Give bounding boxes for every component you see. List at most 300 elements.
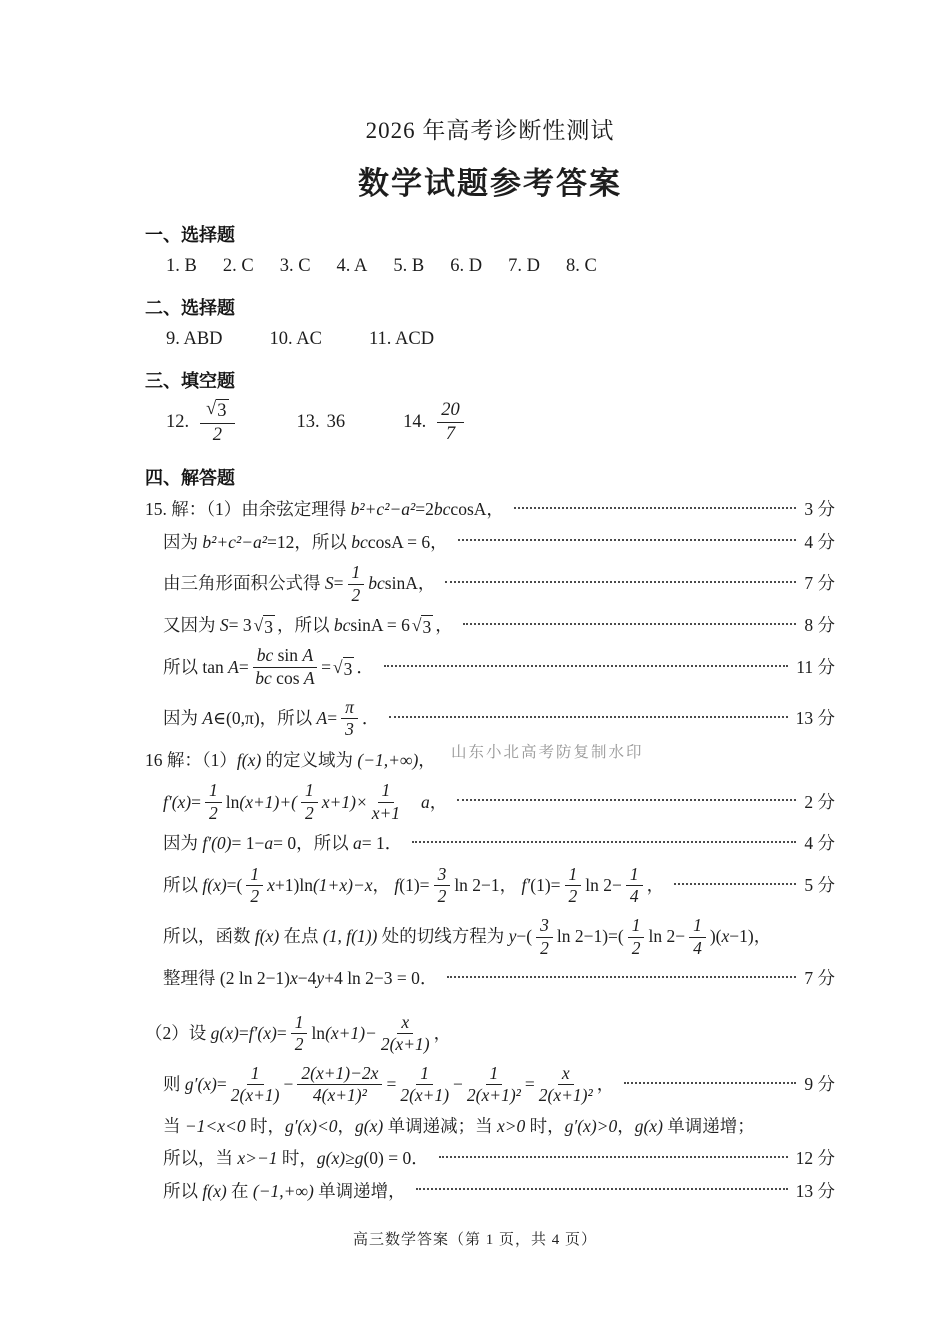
dotted-leader bbox=[458, 537, 797, 541]
solution-line bbox=[145, 915, 835, 959]
fraction bbox=[301, 781, 318, 823]
math-run: g′(x)>0 bbox=[564, 1115, 618, 1136]
math-run: 2 bbox=[437, 886, 447, 907]
text-run: ，所以 bbox=[296, 833, 353, 854]
fraction bbox=[467, 1064, 521, 1106]
fraction-denominator bbox=[305, 803, 314, 824]
fraction-denominator bbox=[381, 1034, 430, 1055]
sqrt-expression bbox=[412, 615, 433, 637]
math-run: (−1,+∞) bbox=[252, 1180, 314, 1201]
math-run: ln bbox=[311, 1022, 326, 1043]
solution-line bbox=[145, 780, 835, 824]
math-run: 2 bbox=[631, 937, 641, 958]
text-run: ， bbox=[486, 499, 504, 520]
dotted-leader bbox=[514, 505, 796, 509]
math-run: 2 bbox=[305, 802, 314, 823]
sqrt-expression bbox=[206, 399, 228, 422]
math-run: +4 ln 2−3 = 0 bbox=[324, 968, 420, 989]
dotted-leader bbox=[457, 797, 796, 801]
math-run: 2 bbox=[540, 937, 549, 958]
math-run: sinA bbox=[384, 573, 418, 594]
text-run: ， bbox=[499, 875, 522, 896]
math-run: x bbox=[290, 968, 298, 989]
radicand: 3 bbox=[343, 658, 353, 679]
math-run: x bbox=[267, 875, 275, 896]
text-run: ， bbox=[430, 531, 448, 552]
math-run: = 1− bbox=[231, 833, 265, 854]
math-run: = bbox=[216, 1074, 227, 1095]
radicand: 3 bbox=[264, 616, 273, 637]
answer-item: 4. A bbox=[336, 256, 368, 277]
score-label: 7 分 bbox=[804, 968, 835, 989]
text-run: 所以，当 bbox=[163, 1148, 238, 1169]
math-run: = bbox=[238, 656, 249, 677]
math-run: 1 bbox=[420, 1062, 430, 1083]
math-run: = bbox=[333, 573, 344, 594]
score-label: 8 分 bbox=[804, 615, 835, 636]
math-run: tan bbox=[202, 656, 229, 677]
fraction bbox=[231, 1064, 280, 1106]
math-run: 4 bbox=[629, 886, 639, 907]
text-run: ， bbox=[418, 749, 436, 770]
text-run: 所以 bbox=[163, 1180, 203, 1201]
choice-answers-row-1 bbox=[145, 256, 835, 277]
score-label: 13 分 bbox=[795, 708, 835, 729]
math-run: x bbox=[721, 926, 730, 947]
math-run: 1 bbox=[250, 863, 260, 884]
text-run: 由三角形面积公式得 bbox=[163, 573, 325, 594]
fraction-denominator bbox=[372, 803, 400, 824]
math-run: 1 bbox=[209, 780, 218, 801]
fraction-numerator bbox=[205, 781, 222, 803]
math-run: A bbox=[303, 668, 315, 689]
math-run: (1)= bbox=[399, 875, 430, 896]
fraction bbox=[434, 865, 451, 907]
math-run: (−1,+∞) bbox=[357, 749, 419, 770]
text-run: 所以 bbox=[163, 875, 203, 896]
solution-line bbox=[145, 645, 835, 689]
math-run: ln 2−1)=( bbox=[556, 926, 624, 947]
score-label: 4 分 bbox=[804, 833, 835, 854]
math-run: x+1)× bbox=[321, 791, 368, 812]
score-label: 13 分 bbox=[795, 1180, 835, 1201]
math-run: =12 bbox=[267, 531, 295, 552]
math-run: ln 2− bbox=[585, 875, 622, 896]
math-run: (1+x)−x bbox=[312, 875, 373, 896]
solution-line bbox=[145, 1012, 835, 1056]
text-run: 因为 bbox=[163, 708, 203, 729]
fraction-numerator bbox=[416, 1064, 433, 1086]
text-run: 当 bbox=[163, 1115, 185, 1136]
fill-blank-answers-row bbox=[145, 398, 835, 447]
text-run: 单调递减；当 bbox=[383, 1115, 497, 1136]
fraction bbox=[253, 646, 317, 688]
text-run: 则 bbox=[163, 1074, 185, 1095]
math-run: = bbox=[524, 1074, 535, 1095]
math-run: b²+c²−a² bbox=[350, 499, 416, 520]
math-run: x bbox=[561, 1062, 570, 1083]
math-run: cos bbox=[271, 668, 304, 689]
math-run: 2 bbox=[250, 886, 260, 907]
math-run: g bbox=[354, 1148, 364, 1169]
fraction-numerator bbox=[486, 1064, 503, 1086]
math-run: 20 bbox=[441, 400, 460, 421]
text-run: ， bbox=[617, 1115, 635, 1136]
fraction-denominator bbox=[569, 886, 578, 907]
math-run: 1 bbox=[631, 914, 641, 935]
score-label: 9 分 bbox=[804, 1074, 835, 1095]
text-run: ，所以 bbox=[294, 531, 352, 552]
fraction-numerator bbox=[626, 865, 643, 887]
math-run: S bbox=[219, 615, 229, 636]
math-run: y bbox=[316, 968, 325, 989]
radical-sign: √ bbox=[411, 614, 422, 635]
fraction bbox=[400, 1064, 449, 1106]
text-run: ，所以 bbox=[276, 615, 334, 636]
score-label: 3 分 bbox=[804, 499, 835, 520]
solution-line bbox=[145, 831, 835, 856]
page-title: 2026 年高考诊断性测试 bbox=[365, 118, 615, 143]
math-run: bc bbox=[433, 499, 451, 520]
fraction bbox=[539, 1064, 593, 1106]
math-run: 2 bbox=[209, 802, 218, 823]
score-label: 12 分 bbox=[795, 1148, 835, 1169]
math-run: (0) = 0 bbox=[363, 1148, 412, 1169]
dotted-leader bbox=[447, 974, 796, 978]
text-run: ，所以 bbox=[259, 708, 317, 729]
page-subtitle: 数学试题参考答案 bbox=[358, 165, 622, 201]
math-run: = bbox=[238, 1022, 249, 1043]
blank-answer-item bbox=[403, 399, 468, 445]
fraction-denominator bbox=[467, 1085, 521, 1106]
math-run: A bbox=[302, 645, 314, 666]
math-run: A bbox=[228, 656, 239, 677]
anti-copy-watermark: 山东小北高考防复制水印 bbox=[451, 744, 644, 761]
math-run: 2 bbox=[212, 425, 222, 446]
math-run: f′(0) bbox=[202, 833, 232, 854]
text-run: ， bbox=[417, 573, 436, 594]
text-run: 整理得 bbox=[163, 968, 220, 989]
dotted-leader bbox=[384, 663, 788, 667]
fraction-numerator bbox=[301, 781, 318, 803]
fraction bbox=[372, 781, 400, 823]
math-run: = bbox=[191, 791, 201, 812]
fraction-denominator bbox=[345, 719, 354, 740]
math-run: −1) bbox=[729, 926, 754, 947]
fraction bbox=[341, 698, 358, 740]
fraction-numerator bbox=[246, 865, 263, 887]
text-run: ， bbox=[372, 875, 395, 896]
text-run: 16 解：（1） bbox=[145, 749, 237, 770]
dotted-leader bbox=[439, 1154, 788, 1158]
math-run: −1<x<0 bbox=[184, 1115, 246, 1136]
math-run: bc bbox=[255, 668, 272, 689]
section-heading-solutions: 四、解答题 bbox=[145, 468, 235, 489]
fraction-numerator bbox=[689, 916, 706, 938]
math-run: 2 bbox=[351, 584, 361, 605]
math-run: (1)= bbox=[530, 875, 561, 896]
fraction bbox=[246, 865, 263, 907]
text-run: ． bbox=[419, 968, 438, 989]
math-run: x+1 bbox=[371, 802, 401, 823]
fraction-denominator bbox=[632, 938, 641, 959]
text-run: ， bbox=[433, 1022, 452, 1043]
math-run: 1 bbox=[381, 780, 391, 801]
math-run: f(x) bbox=[202, 875, 227, 896]
math-run: 1 bbox=[568, 863, 578, 884]
math-run: a bbox=[421, 791, 430, 812]
text-run: ， bbox=[753, 926, 772, 947]
page-footer: 高三数学答案（第 1 页，共 4 页） bbox=[352, 1232, 597, 1248]
math-run: 3 bbox=[345, 719, 354, 740]
sqrt-expression bbox=[254, 615, 275, 637]
score-label: 7 分 bbox=[804, 573, 835, 594]
text-run: ． bbox=[356, 656, 374, 677]
fraction bbox=[536, 916, 553, 958]
radical-sign: √ bbox=[253, 614, 264, 635]
math-run: g(x) bbox=[355, 1115, 384, 1136]
dotted-leader bbox=[416, 1186, 788, 1190]
math-run: g(x) bbox=[316, 1148, 346, 1169]
text-run: 时， bbox=[525, 1115, 565, 1136]
text-run: ， bbox=[646, 875, 665, 896]
math-run: 3 bbox=[437, 863, 447, 884]
blank-answer-label: 14. bbox=[403, 412, 427, 433]
fraction-numerator bbox=[628, 916, 645, 938]
solution-line bbox=[145, 562, 835, 606]
answer-item: 3. C bbox=[279, 256, 311, 277]
math-run: ≥ bbox=[345, 1148, 355, 1169]
solution-line bbox=[145, 1179, 835, 1204]
dotted-leader bbox=[445, 579, 796, 583]
math-run: 36 bbox=[326, 412, 346, 433]
math-run: 2(x+1)² bbox=[466, 1085, 521, 1106]
math-run: 1 bbox=[305, 780, 314, 801]
text-run: 单调递增； bbox=[662, 1115, 755, 1136]
math-run: ln 2− bbox=[648, 926, 686, 947]
math-run: 4 bbox=[693, 937, 702, 958]
page-content bbox=[145, 116, 835, 1204]
fraction-denominator bbox=[539, 1085, 593, 1106]
text-run: ， bbox=[429, 791, 448, 812]
answer-item: 7. D bbox=[508, 256, 540, 277]
fraction bbox=[565, 865, 582, 907]
text-run: ． bbox=[411, 1148, 429, 1169]
fraction bbox=[437, 400, 464, 444]
text-run: 15. 解：（1）由余弦定理得 bbox=[145, 499, 351, 520]
math-run: − bbox=[453, 1074, 463, 1095]
math-run: (1, f(1)) bbox=[322, 926, 378, 947]
radical-sign: √ bbox=[333, 656, 343, 677]
math-run: S bbox=[324, 573, 334, 594]
math-run: 2(x+1) bbox=[400, 1085, 450, 1106]
math-run: f′(x) bbox=[163, 791, 192, 812]
fraction-numerator bbox=[437, 400, 464, 423]
text-run: 又因为 bbox=[163, 615, 220, 636]
math-run: 1 bbox=[351, 561, 361, 582]
math-run: f′ bbox=[521, 875, 531, 896]
math-run: = bbox=[276, 1022, 287, 1043]
answer-item: 8. C bbox=[565, 256, 597, 277]
math-run: = bbox=[386, 1074, 397, 1095]
dotted-leader bbox=[389, 714, 787, 718]
math-run: ∈(0,π) bbox=[213, 708, 260, 729]
fraction-denominator bbox=[213, 424, 222, 446]
math-run: 3 bbox=[540, 914, 549, 935]
math-run: 4(x+1)² bbox=[312, 1085, 367, 1106]
math-run: g′(x) bbox=[184, 1074, 217, 1095]
blank-answer-label: 12. bbox=[166, 412, 190, 433]
fraction-denominator bbox=[352, 585, 361, 606]
solutions-block bbox=[145, 497, 835, 1204]
text-run: 所以，函数 bbox=[163, 926, 255, 947]
text-run: 所以 bbox=[163, 656, 203, 677]
text-run: 单调递增， bbox=[313, 1180, 406, 1201]
text-run: 因为 bbox=[163, 531, 203, 552]
math-run: =( bbox=[226, 875, 243, 896]
fraction-numerator bbox=[565, 865, 582, 887]
math-run: f′(x) bbox=[248, 1022, 277, 1043]
fraction-denominator bbox=[438, 886, 447, 907]
math-run: = 0 bbox=[273, 833, 297, 854]
math-run: −4 bbox=[297, 968, 317, 989]
math-run: f(x) bbox=[254, 926, 280, 947]
fraction-denominator bbox=[446, 423, 455, 445]
fraction-numerator bbox=[341, 698, 358, 720]
math-run: )( bbox=[709, 926, 722, 947]
fraction bbox=[626, 865, 643, 907]
fraction-denominator bbox=[255, 668, 314, 689]
fraction-denominator bbox=[400, 1085, 449, 1106]
math-run: bc bbox=[368, 573, 385, 594]
fraction-numerator bbox=[536, 916, 553, 938]
math-run: − bbox=[283, 1074, 294, 1095]
text-run: ， bbox=[596, 1074, 615, 1095]
math-run: (x+1)− bbox=[325, 1022, 377, 1043]
fraction-numerator bbox=[397, 1013, 413, 1035]
math-run: bc bbox=[351, 531, 368, 552]
fraction-numerator bbox=[558, 1064, 574, 1086]
blank-answer-label: 13. bbox=[296, 412, 320, 433]
math-run: bc bbox=[333, 615, 351, 636]
math-run: 2(x+1) bbox=[380, 1034, 430, 1055]
math-run: (2 ln 2−1) bbox=[219, 968, 291, 989]
fraction-numerator bbox=[348, 563, 365, 585]
fraction-denominator bbox=[231, 1085, 280, 1106]
radical-sign: √ bbox=[206, 399, 217, 420]
text-run: 在点 bbox=[279, 926, 323, 947]
math-run: y bbox=[508, 926, 517, 947]
blank-answer-item bbox=[297, 412, 346, 433]
fraction-denominator bbox=[209, 803, 218, 824]
math-run: −( bbox=[516, 926, 533, 947]
text-run: 时， bbox=[245, 1115, 285, 1136]
fraction-denominator bbox=[630, 886, 639, 907]
math-run: a bbox=[264, 833, 274, 854]
fraction bbox=[291, 1013, 308, 1055]
answer-item: 1. B bbox=[166, 256, 197, 277]
score-label: 5 分 bbox=[804, 875, 835, 896]
fraction-numerator bbox=[200, 399, 234, 424]
math-run: 7 bbox=[445, 424, 456, 445]
text-run: ． bbox=[384, 833, 403, 854]
math-run: x bbox=[401, 1011, 410, 1032]
dotted-leader bbox=[624, 1080, 796, 1084]
answer-item: 11. ACD bbox=[368, 329, 435, 350]
fraction-denominator bbox=[313, 1085, 367, 1106]
dotted-leader bbox=[412, 839, 796, 843]
math-run: g′(x)<0 bbox=[284, 1115, 338, 1136]
radicand: 3 bbox=[217, 401, 227, 422]
fraction-numerator bbox=[378, 781, 395, 803]
math-run: f(x) bbox=[202, 1180, 227, 1201]
math-run: 1 bbox=[294, 1011, 304, 1032]
text-run: ， bbox=[337, 1115, 356, 1136]
text-run: 因为 bbox=[163, 833, 203, 854]
fraction bbox=[689, 916, 706, 958]
math-run: ln 2−1 bbox=[454, 875, 500, 896]
answer-item: 6. D bbox=[450, 256, 483, 277]
section-heading-fill-blank: 三、填空题 bbox=[145, 371, 235, 392]
text-run: 在 bbox=[226, 1180, 253, 1201]
math-run: 2(x+1)² bbox=[538, 1085, 593, 1106]
math-run: 1 bbox=[250, 1062, 260, 1083]
dotted-leader bbox=[463, 621, 797, 625]
math-run: 2 bbox=[568, 886, 578, 907]
fraction-numerator bbox=[297, 1064, 382, 1086]
math-run: 2(x+1) bbox=[230, 1085, 280, 1106]
math-run: 1 bbox=[629, 863, 639, 884]
text-run: ． bbox=[361, 708, 380, 729]
fraction-numerator bbox=[434, 865, 451, 887]
math-run: =2 bbox=[415, 499, 434, 520]
text-run: ， bbox=[435, 615, 453, 636]
score-label: 11 分 bbox=[796, 656, 835, 677]
section-heading-choice-multi: 二、选择题 bbox=[145, 298, 235, 319]
math-run: 1 bbox=[489, 1062, 499, 1083]
fraction-denominator bbox=[250, 886, 259, 907]
solution-line bbox=[145, 530, 835, 555]
math-run: x>−1 bbox=[237, 1148, 278, 1169]
math-run: sinA = 6 bbox=[350, 615, 410, 636]
answer-item: 10. AC bbox=[269, 329, 322, 350]
math-run: cosA bbox=[450, 499, 487, 520]
solution-line bbox=[145, 1114, 835, 1139]
score-label: 2 分 bbox=[804, 791, 835, 812]
text-run: 处的切线方程为 bbox=[377, 926, 509, 947]
score-label: 4 分 bbox=[804, 531, 835, 552]
math-run: A bbox=[202, 708, 214, 729]
solution-line bbox=[145, 864, 835, 908]
fraction-numerator bbox=[253, 646, 317, 668]
fraction-numerator bbox=[247, 1064, 264, 1086]
math-run: x>0 bbox=[496, 1115, 526, 1136]
fraction bbox=[200, 399, 234, 446]
math-run: bc bbox=[256, 645, 274, 666]
text-run: 时， bbox=[277, 1148, 317, 1169]
fraction bbox=[348, 563, 365, 605]
math-run: = bbox=[321, 656, 332, 677]
math-run: (x+1)+( bbox=[239, 791, 297, 812]
math-run: 2 bbox=[294, 1034, 304, 1055]
fraction bbox=[381, 1013, 430, 1055]
fraction-denominator bbox=[693, 938, 702, 959]
fraction bbox=[297, 1064, 382, 1106]
answer-item: 9. ABD bbox=[166, 329, 223, 350]
choice-answers-row-2 bbox=[145, 329, 835, 350]
blank-answer-item bbox=[166, 398, 239, 447]
math-run: = 1 bbox=[361, 833, 385, 854]
